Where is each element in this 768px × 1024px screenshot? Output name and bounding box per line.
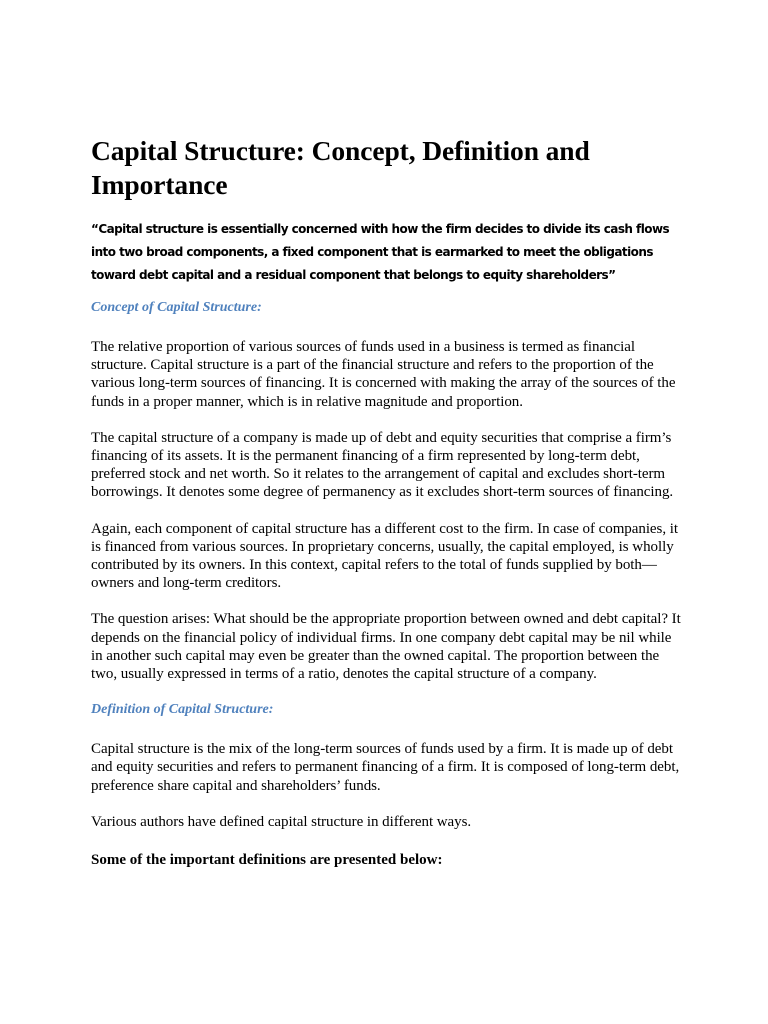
concept-paragraph-1: The relative proportion of various sources of funds used in a business is termed as financial structure. Capital structure is a part of the financial structure and refers to the proportion of the various long-term sources of financing. It is concerned with making the array of the sources of the funds in a proper manner, which is in relative magnitude and proportion. (91, 339, 676, 410)
concept-paragraph-4: The question arises: What should be the appropriate proportion between owned and debt capital? It depends on the financial policy of individual firms. In one company debt capital may be nil while in another such capital may even be greater than the owned capital. The proportion between the two, usually expressed in terms of a ratio, denotes the capital structure of a company. (91, 611, 681, 683)
concept-heading: Concept of Capital Structure: (91, 300, 262, 315)
document-page (91, 134, 681, 869)
definition-paragraph-1: Capital structure is the mix of the long-term sources of funds used by a firm. It is made up of debt and equity securities and refers to permanent financing of a firm. It is composed of long-term debt, preference share capital and shareholders’ funds. (91, 741, 680, 794)
definition-heading: Definition of Capital Structure: (91, 702, 274, 718)
definition-paragraph-2: Various authors have defined capital structure in different ways. (91, 813, 472, 830)
concept-paragraph-3: Again, each component of capital structure has a different cost to the firm. In case of companies, it is financed from various sources. In proprietary concerns, usually, the capital employed, is wholly contributed by its owners. In this context, capital refers to the total of funds supplied by both—owners and long-term creditors. (91, 520, 678, 592)
concept-paragraph-2: The capital structure of a company is made up of debt and equity securities that comprise a firm’s financing of its assets. It is the permanent financing of a firm represented by long-term debt, preferred stock and net worth. So it relates to the arrangement of capital and excludes short-term borrowings. It denotes some degree of permanency as it excludes short-term sources of financing. (91, 429, 674, 501)
intro-quote: “Capital structure is essentially concerned with how the firm decides to divide its cash flows into two broad components, a fixed component that is earmarked to meet the obligations toward debt capital and a residual component that belongs to equity shareholders” (91, 222, 670, 282)
page-title: Capital Structure: Concept, Definition and Importance (91, 135, 590, 200)
definitions-intro: Some of the important definitions are presented below: (91, 852, 443, 869)
